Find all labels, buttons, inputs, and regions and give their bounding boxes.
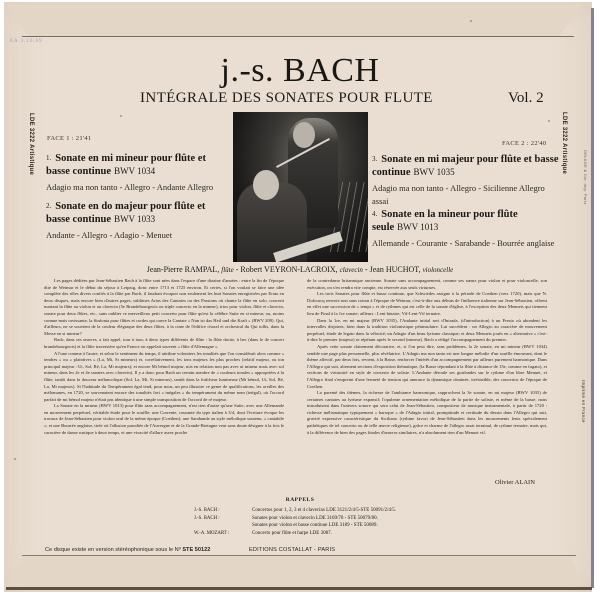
rappel-item	[194, 530, 396, 538]
album-subtitle: INTÉGRALE DES SONATES POUR FLUTE	[140, 90, 433, 106]
liner-paragraph: Après cette sonate clairement décorative, et, si l'on peut dire, sans problèmes, la 2e sonate, en mi mineur (BWV 1034) semble une page plus personnelle, plus révélatrice. L'Adagio ma non tanto est une longue mélodie d'un souffle émouvant, dont le thème affectif, par deux fois, revient, à la Basse, renforcer l'intérêt d'un accompagnement par ailleurs purement harmonique. Dans l'Allegro qui suit, alternent sections d'exposition thématique, (la Basse répondant à la flûte à distance de 15e, comme en fugato), et sections de virtuosité en style de concerto de soliste. L'Andante déroule ses guirlandes sur le rythme d'un libre Menuet, et l'Allegro final s'empreint d'une fermeté de tension qui annonce la dynamique obstinée, irrésistible, des concertos de l'époque de Coethen.	[307, 343, 547, 389]
liner-notes-right	[307, 278, 547, 436]
archive-stamp: EA 3.16.69	[10, 39, 43, 44]
publisher-credit: EDITIONS COSTALLAT - PARIS	[249, 547, 336, 553]
liner-paragraph: Les trois Sonates pour flûte et basse continue, que Schwiedes assigne à la période de Coethen (vers 1720), mais que N. Dufourcq renvoie non sans raison à l'époque de Weimar, c'est-à-dire aux débuts de l'influence italienne sur Jean-Sébastien, offrent en effet une succession de « tempi » et de rythmes qui est celle de la sonate d'église, à l'exception des deux Menuets qui tiennent lieu de Final à la 1re sonate; ailleurs : Lent binaire, Vif-Lent-Vif ternaire.	[307, 291, 547, 316]
track-number: 3.	[372, 155, 378, 164]
rappel-composer: J.-S. BACH :	[194, 515, 220, 521]
stereo-note-text: Ce disque existe en version stéréophonique sous le Nº	[45, 547, 181, 553]
rappel-composer: W.-A. MOZART :	[194, 530, 230, 536]
liner-paragraph: Bach, dans ses œuvres, a fait appel, tour à tour, à deux types différents de flûte : la flûte droite, à bec (dans le 4e concert brandebourgeois) et la flûte traversière qu'en France on appelait souvent « flûte d'Allemagne ».	[44, 337, 284, 349]
performer-role: flûte	[221, 266, 234, 274]
track-movements: Allemande - Courante - Sarabande - Bourrée anglaise	[372, 238, 555, 249]
rappel-composer: J.-S. BACH :	[194, 508, 220, 513]
face-2-label: FACE 2 : 22'40	[502, 140, 547, 147]
paper-speck	[14, 458, 16, 460]
rappels-heading: RAPPELS	[285, 497, 315, 503]
stereo-catalog-number: STE 50122	[182, 547, 211, 553]
track-movements: Adagio ma non tanto - Allegro - Sicilienne Allegro assai	[372, 183, 545, 207]
performers-photo	[233, 112, 368, 262]
bottom-flap	[6, 555, 582, 587]
top-flap	[6, 4, 582, 37]
liner-paragraph: A l'une comme à l'autre, et selon le sentiment du temps, il attribue volontiers les tonalités que l'on considérait alors comme « tendres » ou « plaintives » (La, Mi, Si mineurs) et, corrélativement, les tons majeurs les plus proches (relatif majeur, ou ton principal majeur : Ut, Sol, Ré, La, Mi majeurs); et encore Mi bémol majeur, mis en relation non pas avec ut mineur mais avec sol mineur, dans les 2e et 4e sonates avec clavecin). Il y a donc pour Bach un certain nombre de « couleurs tonales » appropriées à la flûte, tantôt dans la douceur mélancolique (Sol, La, Mi, Si mineurs), tantôt dans la fraîcheur lumineuse (Mi bémol, Ut, Sol, Ré, La, Mi majeurs). Si l'habitude du Tempérament égal tend, pour nous, un peu illusoire ce genre de qualifications, les oreilles des mélomanes, en 1720, se souvenaient encore des tonalités fort « inégales » du tempérament du même nom (inégal), où l'accord parfait de mi bémol majeur n'était pas identique à une simple transposition de l'accord de ré majeur.	[44, 350, 284, 402]
track-bwv: BWV 1033	[114, 214, 156, 225]
paper-speck	[548, 120, 550, 122]
track-title: Sonate en mi mineur pour flûte et basse continue	[46, 153, 206, 178]
liner-paragraph: Les pages dédiées par Jean-Sébastien Bach à la flûte sont nées dans l'espace d'une dizaine d'années : entre la fin de l'époque dite de Weimar et le début du séjour à Leipzig, donc entre 1713 et 1725 environ. Et certes, si l'on voulait se faire une idée complète des rôles divers confiés à la flûte par Bach, il faudrait évoquer non seulement les huit Sonates enregistrées par Erato en deux disques, mais encore bien d'autres pages, sublimes Arias des Cantates ou des Passions où chante la flûte en solo, concerti mariant la flûte au violon et au clavecin (5e Brandebourgeois ou triple concerto en la mineur), trios pour violon, flûte et clavecin, sonate pour deux flûtes, etc., sans oublier ce merveilleux petit concerto pour flûte qu'est la célèbre Suite en si mineur, ou, moins connue mais ravissante, la Sinfonia pour flûtes et cordes qui ouvre la Cantate « Nun ist das Heil und die Kraft » (BWV 209). Qui, d'ailleurs, ne se souvient de la couleur élégiaque des deux flûtes, à la cime de l'édifice choral et orchestral du Qui tollis, dans la Messe en si mineur?	[44, 278, 284, 336]
track-bwv: BWV 1035	[413, 167, 455, 178]
performer-name: Jean-Pierre RAMPAL,	[146, 265, 220, 274]
liner-paragraph: Dans la 1re, en mi majeur (BWV 1035), l'Andante initial sert d'Intrada, (d'introduction) à un Presto où abondent les intervalles disjoints, bien dans la tradition violonistique péninsulaire. Lui succèdent : un Allegro au caractère de mouvement perpétuel, étude de legato dans la vélocité; un Adagio d'un beau lyrisme classique; et deux Menuets joués en « alternative » c'est-à-dire le premier (majeur) se répétant après le second (mineur). Bach a rédigé l'accompagnement du premier.	[307, 317, 547, 343]
track-number: 4.	[372, 210, 378, 219]
catalog-number-left: LDE 3222 Artistique	[28, 113, 34, 176]
liner-paragraph: de la contredanse britannique ancienne. Sonate sans accompagnement, comme ses sœurs pour violon et pour violoncelle, son exécution, on s'en rendra vite compte, est réservée aux seuls virtuoses.	[307, 278, 547, 290]
performer-name: Robert VEYRON-LACROIX,	[240, 265, 338, 274]
volume-label: Vol. 2	[508, 90, 544, 106]
track-movements: Andante - Allegro - Adagio - Menuet	[46, 230, 173, 241]
bottom-flap-shadow	[6, 587, 592, 590]
rappels-list	[194, 507, 396, 537]
paper-speck	[120, 115, 122, 117]
liner-notes-left	[44, 278, 284, 436]
printer-credit: DELAGE & Cie, Imp. Paris	[583, 150, 588, 205]
catalog-number-right: LDE 3222 Artistique	[561, 112, 567, 175]
track-item	[46, 152, 221, 194]
performers-credits	[0, 265, 600, 274]
stereo-version-note	[45, 547, 210, 553]
rappel-line: Concertos pour 1, 2, 3 et 4 clavecins LDE 3121/2/4/5-STE 50091/2/4/5.	[252, 508, 397, 513]
face-1-label: FACE 1 : 21'41	[47, 135, 92, 142]
track-title: Sonate en la mineur pour flûte seule	[372, 209, 518, 234]
track-title: Sonate en mi majeur pour flûte et basse continue	[372, 154, 559, 179]
track-bwv: BWV 1034	[114, 166, 156, 177]
printed-in-label: Imprimé en France	[581, 380, 586, 423]
track-movements: Adagio ma non tanto - Allegro - Andante Allegro	[46, 182, 214, 193]
performer-role: violoncelle	[422, 266, 454, 274]
liner-paragraph: La parenté des thèmes, la richesse de l'ambiance harmonique, rapprochent la 3e sonate, en mi majeur (BWV 1035) de certaines cantates au lyrisme expansif; l'opulente ornementation mélodique de la partie de soliste, et même de la basse, nous introduisent dans l'univers sonore qui sera celui de Jean-Sébastien, compositeur de musique instrumentale, à partir de 1720 : richesse mélismatique typiquement « baroque » de l'Adagio initial, promptitude et certitude du dessin dans l'Allegro qui suit, gravité expressive caractéristique du Siciliano (rythme favori de Jean-Sébastien dans les mouvements lents spécialement pathétiques de tel concerto ou de telle œuvre religieuse), grâce et charme de l'allegro assai terminal, de rythme ternaire, mais qui, à la différence de bien des pages finales d'œuvres similaires, n'a absolument rien d'un Menuet vif.	[307, 390, 547, 435]
author-signature: Olivier ALAIN	[495, 479, 535, 486]
track-title: Sonate en do majeur pour flûte et basse continue	[46, 201, 206, 226]
rappel-line: Concerto pour flûte et harpe LDE 3087.	[252, 530, 332, 536]
bottom-flap-fold	[22, 555, 576, 556]
separator: -	[362, 265, 370, 274]
track-number: 2.	[46, 202, 52, 211]
rappel-item	[194, 515, 396, 523]
flutist-head	[293, 122, 315, 148]
liner-paragraph: La Sonate en la mineur (BWV 1013) pour flûte sans accompagnement, n'est rien d'autre qu'une Suite, avec une Allemande en mouvement perpétuel, véritable étude pour le souffle; une Corrente, courante du type italien à 3/4, dont l'écriture évoque les travaux de Jean-Sébastien pour violon seul de la même époque (Coethen); une Sarabande au style mélodique soutenu, « cantabile »; et une Bourrée anglaise, tirée où l'allusion parodiée de l'Auvergne et de la Grande-Bretagne veut sans doute désigner à la fois le caractère de danse rustique à deux temps, et une vivacité d'allure assez proche	[44, 403, 284, 435]
rappel-line: Sonates pour violon et clavecin LDE 3169/70 - STE 50079/80.	[252, 515, 378, 521]
rappel-item	[194, 507, 396, 515]
track-item	[46, 200, 221, 242]
album-artist-title: j.-s. BACH	[220, 52, 380, 89]
harpsichordist-head	[253, 170, 279, 200]
separator: -	[233, 265, 241, 274]
top-flap-fold	[22, 36, 574, 37]
track-number: 1.	[46, 154, 52, 163]
track-bwv: BWV 1013	[397, 222, 439, 233]
track-item	[372, 208, 560, 250]
performer-role: clavecin	[339, 266, 363, 274]
track-item	[372, 153, 560, 208]
rappel-line: Sonates pour violon et basse continue LDE 3189 - STE 50089.	[252, 523, 378, 529]
paper-speck	[470, 20, 472, 22]
performer-name: Jean HUCHOT,	[369, 265, 421, 274]
